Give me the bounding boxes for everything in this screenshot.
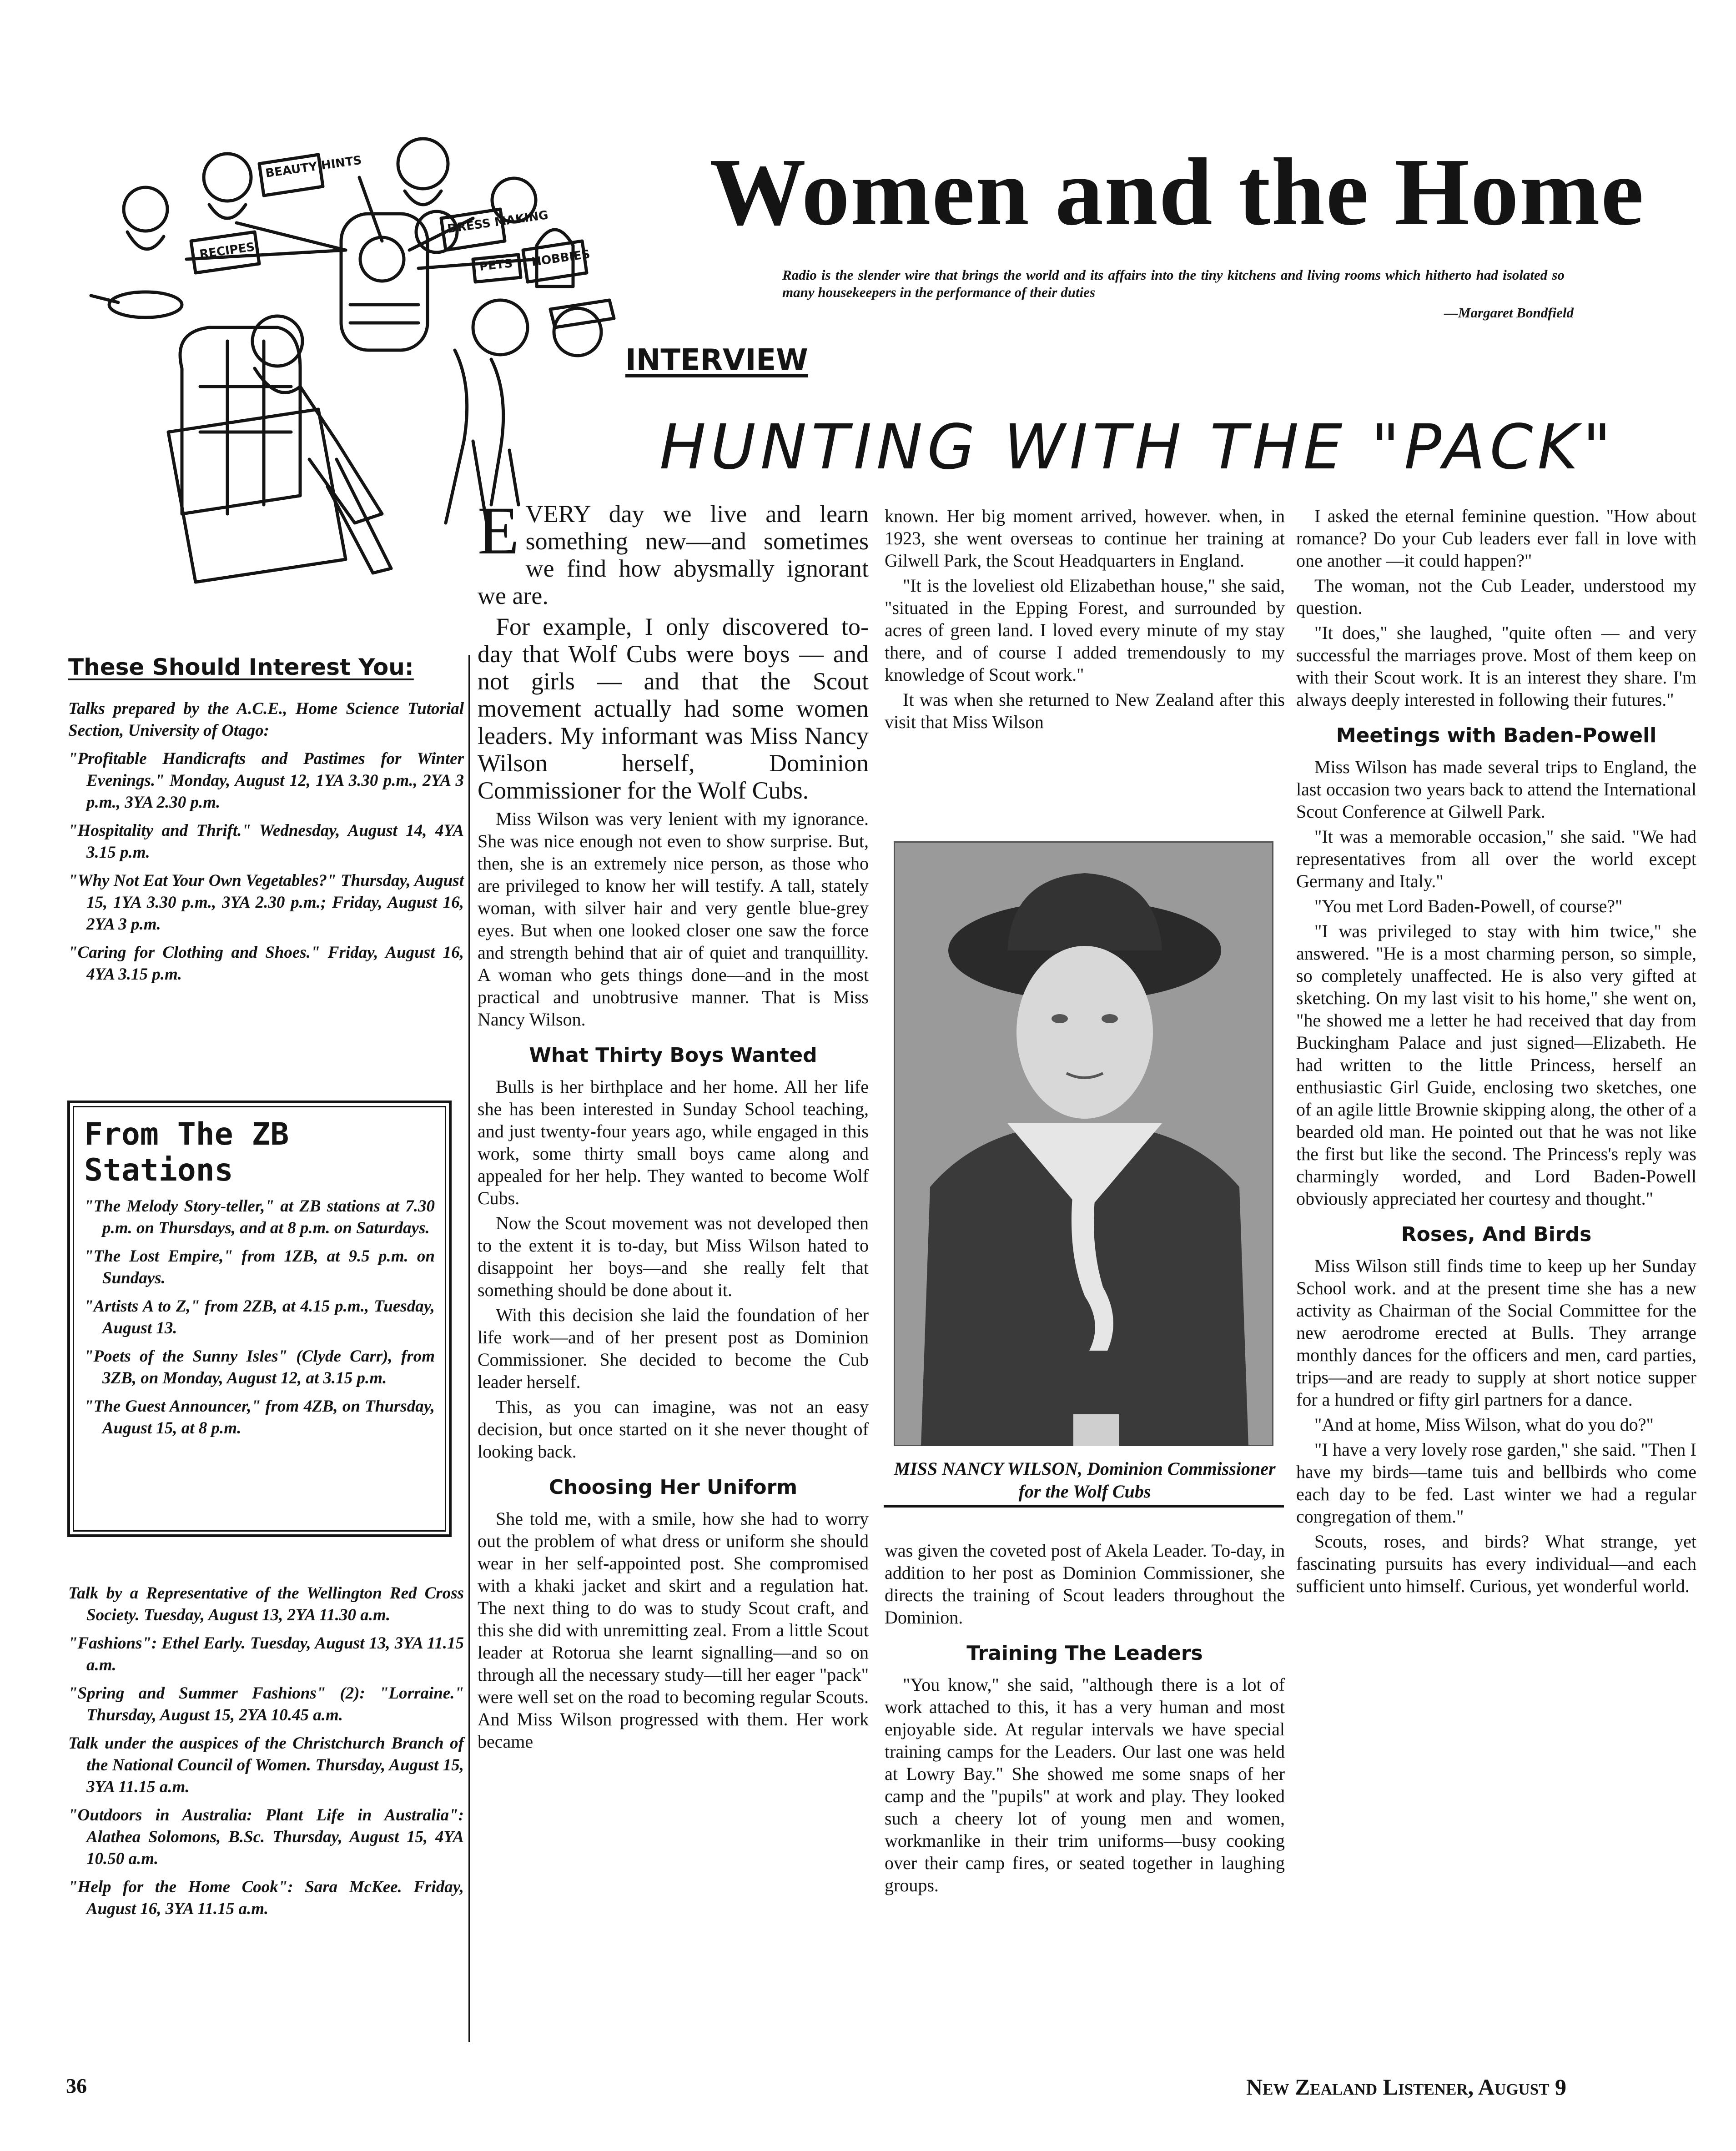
talk-item: "Spring and Summer Fashions" (2): "Lorraine." Thursday, August 15, 2YA 10.45 a.m. — [68, 1684, 464, 1724]
zb-title: From The ZB Stations — [84, 1116, 289, 1188]
sidebar-talks — [68, 698, 464, 992]
talk-item: "Hospitality and Thrift." Wednesday, August 14, 4YA 3.15 p.m. — [68, 821, 464, 862]
body-para: She told me, with a smile, how she had to worry out the problem of what dress or uniform she should wear in her self-appointed post. She compromised with a khaki jacket and skirt and a regulation hat. The next thing to do was to study Scout craft, and this she did with unremitting zeal. From a little Scout leader at Rotorua she learnt signalling—and so on through all the necessary study—till her eager "pack" were well set on the road to becoming regular Scouts. And Miss Wilson progressed with them. Her work became — [478, 1508, 869, 1752]
quote-attribution: —Margaret Bondfield — [1444, 305, 1574, 321]
talk-item: Talk by a Representative of the Wellington Red Cross Society. Tuesday, August 13, 2YA 11.30 a.m. — [68, 1584, 464, 1624]
article-headline: HUNTING WITH THE "PACK" — [659, 412, 1616, 483]
talk-item: "Profitable Handicrafts and Pastimes for Winter Evenings." Monday, August 12, 1YA 3.30 p.m., 2YA 3 p.m., 3YA 2.30 p.m. — [68, 749, 464, 812]
body-para: "It does," she laughed, "quite often — and very successful the marriages prove. Most of them keep on with their Scout work. It is an interest they share. I'm always deeply interested in following their futures." — [1296, 623, 1696, 710]
body-para: "I have a very lovely rose garden," she said. "Then I have my birds—tame tuis and bellbirds who come each day to be fed. Last winter we had a regular congregation of them." — [1296, 1439, 1696, 1527]
body-para: The woman, not the Cub Leader, understood my question. — [1296, 575, 1696, 618]
talk-item: "Why Not Eat Your Own Vegetables?" Thursday, August 15, 1YA 3.30 p.m., 3YA 2.30 p.m.; Friday, August 16, 2YA 3 p.m. — [68, 871, 464, 934]
body-para: "It was a memorable occasion," she said. "We had representatives from all over the world except Germany and Italy." — [1296, 826, 1696, 891]
publication-line: New Zealand Listener, August 9 — [1246, 2074, 1567, 2100]
column-rule — [468, 655, 470, 2042]
body-para: "It is the loveliest old Elizabethan house," she said, "situated in the Epping Forest, and surrounded by acres of green land. I loved every minute of my stay there, and of course I added tremendously to my knowledge of Scout work." — [885, 575, 1285, 685]
label-hobbies: HOBBIES — [530, 247, 591, 269]
body-para: With this decision she laid the foundation of her life work—and of her present post as Dominion Commissioner. She decided to become the Cub leader herself. — [478, 1305, 869, 1392]
body-para: Scouts, roses, and birds? What strange, yet fascinating pursuits has every individual—and each sufficient unto himself. Curious, yet wonderful world. — [1296, 1531, 1696, 1596]
article-column-2 — [885, 505, 1285, 736]
body-para: "I was privileged to stay with him twice," she answered. "He is a most charming person, so simple, so completely unaffected. He is also very gifted at sketching. On my last visit to his home," she went on, "he showed me a letter he had received that day from Buckingham Palace and just signed—Elizabeth. He had written to the little Princess, herself an enthusiastic Girl Guide, enclosing two sketches, one of an agile little Brownie skipping along, the other of a bearded old man. He pointed out that he was not like the first but like the second. The Princess's reply was charmingly worded, and Lord Baden-Powell obviously appreciated her courtesy and thought." — [1296, 921, 1696, 1209]
label-pets: PETS — [478, 256, 513, 274]
talk-item: "Outdoors in Australia: Plant Life in Australia": Alathea Solomons, B.Sc. Thursday, August 15, 4YA 10.50 a.m. — [68, 1806, 464, 1868]
zb-item: "The Lost Empire," from 1ZB, at 9.5 p.m. on Sundays. — [84, 1247, 435, 1287]
article-column-3 — [1296, 505, 1696, 1600]
zb-item: "Artists A to Z," from 2ZB, at 4.15 p.m., Tuesday, August 13. — [84, 1297, 435, 1337]
masthead-quote: Radio is the slender wire that brings the world and its affairs into the tiny kitchens and living rooms which hitherto had isolated so many housekeepers in the performance of their duties — [782, 267, 1565, 300]
lead-para: For example, I only discovered to-day that Wolf Cubs were boys — and not girls — and that the Scout movement actually had some women leaders. My informant was Miss Nancy Wilson herself, Dominion Commissioner for the Wolf Cubs. — [478, 613, 869, 804]
sidebar-intro: Talks prepared by the A.C.E., Home Science Tutorial Section, University of Otago: — [68, 699, 464, 740]
label-beauty-hints: BEAUTY HINTS — [264, 153, 363, 181]
label-dress-making: DRESS MAKING — [446, 208, 549, 236]
zb-stations-box — [67, 1101, 452, 1537]
article-lead — [478, 493, 869, 804]
body-para: was given the coveted post of Akela Leader. To-day, in addition to her post as Dominion Commissioner, she directs the training of Scout leaders throughout the Dominion. — [885, 1540, 1285, 1628]
sidebar-heading: These Should Interest You: — [68, 654, 414, 680]
body-para: "You met Lord Baden-Powell, of course?" — [1314, 896, 1623, 916]
subheading: Roses, And Birds — [1401, 1223, 1592, 1246]
zb-item: "Poets of the Sunny Isles" (Clyde Carr), from 3ZB, on Monday, August 12, at 3.15 p.m. — [84, 1347, 435, 1387]
body-para: known. Her big moment arrived, however. when, in 1923, she went overseas to continue her training at Gilwell Park, the Scout Headquarters in England. — [885, 506, 1285, 571]
body-para: Miss Wilson was very lenient with my ignorance. She was nice enough not even to show surprise. But, then, she is an extremely nice person, as those who are privileged to know her will testify. A tall, stately woman, with silver hair and very gentle blue-grey eyes. But when one looked closer one saw the force and strength behind that air of quiet and tranquillity. A woman who gets things done—and in the most practical and unobtrusive manner. That is Miss Nancy Wilson. — [478, 809, 869, 1030]
article-kicker: INTERVIEW — [625, 343, 808, 377]
body-para: "You know," she said, "although there is a lot of work attached to this, it has a very human and most enjoyable side. At regular intervals we have special training camps for the Leaders. Our last one was held at Lowry Bay." She showed me some snaps of her camp and the "pupils" at work and play. They looked such a cheery lot of young men and women, workmanlike in their trim uniforms—busy cooking over their camp fires, or seated together in laughing groups. — [885, 1674, 1285, 1895]
talk-item: "Help for the Home Cook": Sara McKee. Friday, August 16, 3YA 11.15 a.m. — [68, 1878, 464, 1918]
body-para: It was when she returned to New Zealand after this visit that Miss Wilson — [885, 689, 1285, 732]
masthead-title: Women and the Home — [709, 138, 1645, 245]
body-para: Bulls is her birthplace and her home. All her life she has been interested in Sunday School teaching, and just twenty-four years ago, while engaged in this work, some thirty small boys came along and appealed for her help. They wanted to become Wolf Cubs. — [478, 1076, 869, 1208]
sidebar-more-talks — [68, 1583, 464, 1926]
photo-caption: MISS NANCY WILSON, Dominion Commissioner for the Wolf Cubs — [894, 1458, 1276, 1502]
lead-para: VERY day we live and learn something new—and sometimes we find how abysmally ignorant we are. — [478, 500, 869, 609]
article-column-2-continued — [885, 1539, 1285, 1899]
talk-item: Talk under the auspices of the Christchurch Branch of the National Council of Women. Thursday, August 15, 3YA 11.15 a.m. — [68, 1734, 464, 1796]
zb-list — [84, 1196, 435, 1439]
talk-item: "Fashions": Ethel Early. Tuesday, August 13, 3YA 11.15 a.m. — [68, 1634, 464, 1674]
subheading: What Thirty Boys Wanted — [529, 1044, 817, 1067]
caption-rule — [884, 1505, 1284, 1508]
body-para: Now the Scout movement was not developed then to the extent it is to-day, but Miss Wilson hated to disappoint her boys—and she really felt that something should be done about it. — [478, 1213, 869, 1300]
portrait-photo — [894, 841, 1273, 1446]
page-number: 36 — [66, 2074, 87, 2097]
article-column-1 — [478, 493, 869, 1755]
zb-item: "The Guest Announcer," from 4ZB, on Thursday, August 15, at 8 p.m. — [84, 1397, 435, 1437]
body-para: Miss Wilson has made several trips to England, the last occasion two years back to attend the International Scout Conference at Gilwell Park. — [1296, 757, 1696, 822]
body-para: This, as you can imagine, was not an easy decision, but once started on it she never thought of looking back. — [478, 1397, 869, 1462]
subheading: Choosing Her Uniform — [548, 1476, 798, 1499]
zb-item: "The Melody Story-teller," at ZB stations at 7.30 p.m. on Thursdays, and at 8 p.m. on Saturdays. — [84, 1197, 435, 1237]
body-para: Miss Wilson still finds time to keep up her Sunday School work. and at the present time she has a new activity as Chairman of the Social Committee for the new aerodrome erected at Bulls. They arrange monthly dances for the officers and men, card parties, trips—and are ready to supply at short notice supper for a hundred or fifty girl partners for a dance. — [1296, 1256, 1696, 1410]
label-recipes: RECIPES — [198, 240, 256, 261]
body-para: I asked the eternal feminine question. "How about romance? Do your Cub leaders ever fall in love with one another —it could happen?" — [1296, 506, 1696, 571]
drop-cap: E — [478, 493, 519, 568]
subheading: Meetings with Baden-Powell — [1336, 724, 1657, 747]
talk-item: "Caring for Clothing and Shoes." Friday, August 16, 4YA 3.15 p.m. — [68, 943, 464, 984]
body-para: "And at home, Miss Wilson, what do you do?" — [1314, 1414, 1654, 1435]
subheading: Training The Leaders — [966, 1642, 1203, 1665]
